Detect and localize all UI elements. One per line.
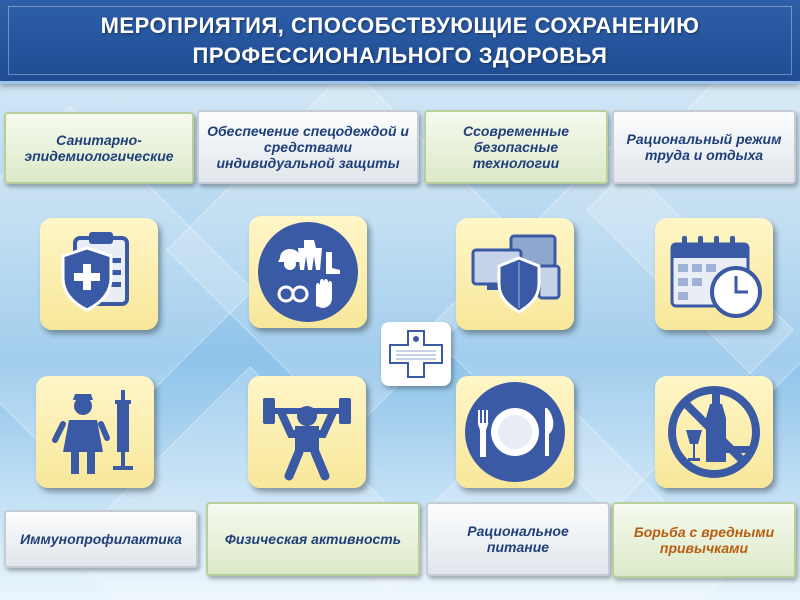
- medical-center-logo-icon: [381, 322, 451, 386]
- title-line-1: МЕРОПРИЯТИЯ, СПОСОБСТВУЮЩИЕ СОХРАНЕНИЮ: [100, 12, 700, 38]
- calendar-clock-icon: [655, 218, 773, 330]
- label-physical-activity: Физическая активность: [206, 502, 420, 576]
- label-nutrition: Рациональное питание: [426, 502, 610, 576]
- no-alcohol-smoking-icon: [655, 376, 773, 488]
- title-banner: [0, 0, 800, 84]
- clipboard-shield-icon: [40, 218, 158, 330]
- nurse-syringe-icon: [36, 376, 154, 488]
- secure-technology-icon: [456, 218, 574, 330]
- protective-equipment-icon: [249, 216, 367, 328]
- label-bad-habits: Борьба с вредными привычками: [612, 502, 796, 578]
- weightlifter-icon: [248, 376, 366, 488]
- label-sanitary: Санитарно-эпидемиологические: [4, 112, 194, 184]
- plate-cutlery-icon: [456, 376, 574, 488]
- label-technologies: Ссовременные безопасные технологии: [424, 110, 608, 184]
- label-immunoprophylaxis: Иммунопрофилактика: [4, 510, 198, 568]
- label-protective-equipment: Обеспечение спецодеждой и средствами индивидуальной защиты: [197, 110, 419, 184]
- title-line-2: ПРОФЕССИОНАЛЬНОГО ЗДОРОВЬЯ: [192, 42, 608, 68]
- label-work-rest-regime: Рациональный режим труда и отдыха: [612, 110, 796, 184]
